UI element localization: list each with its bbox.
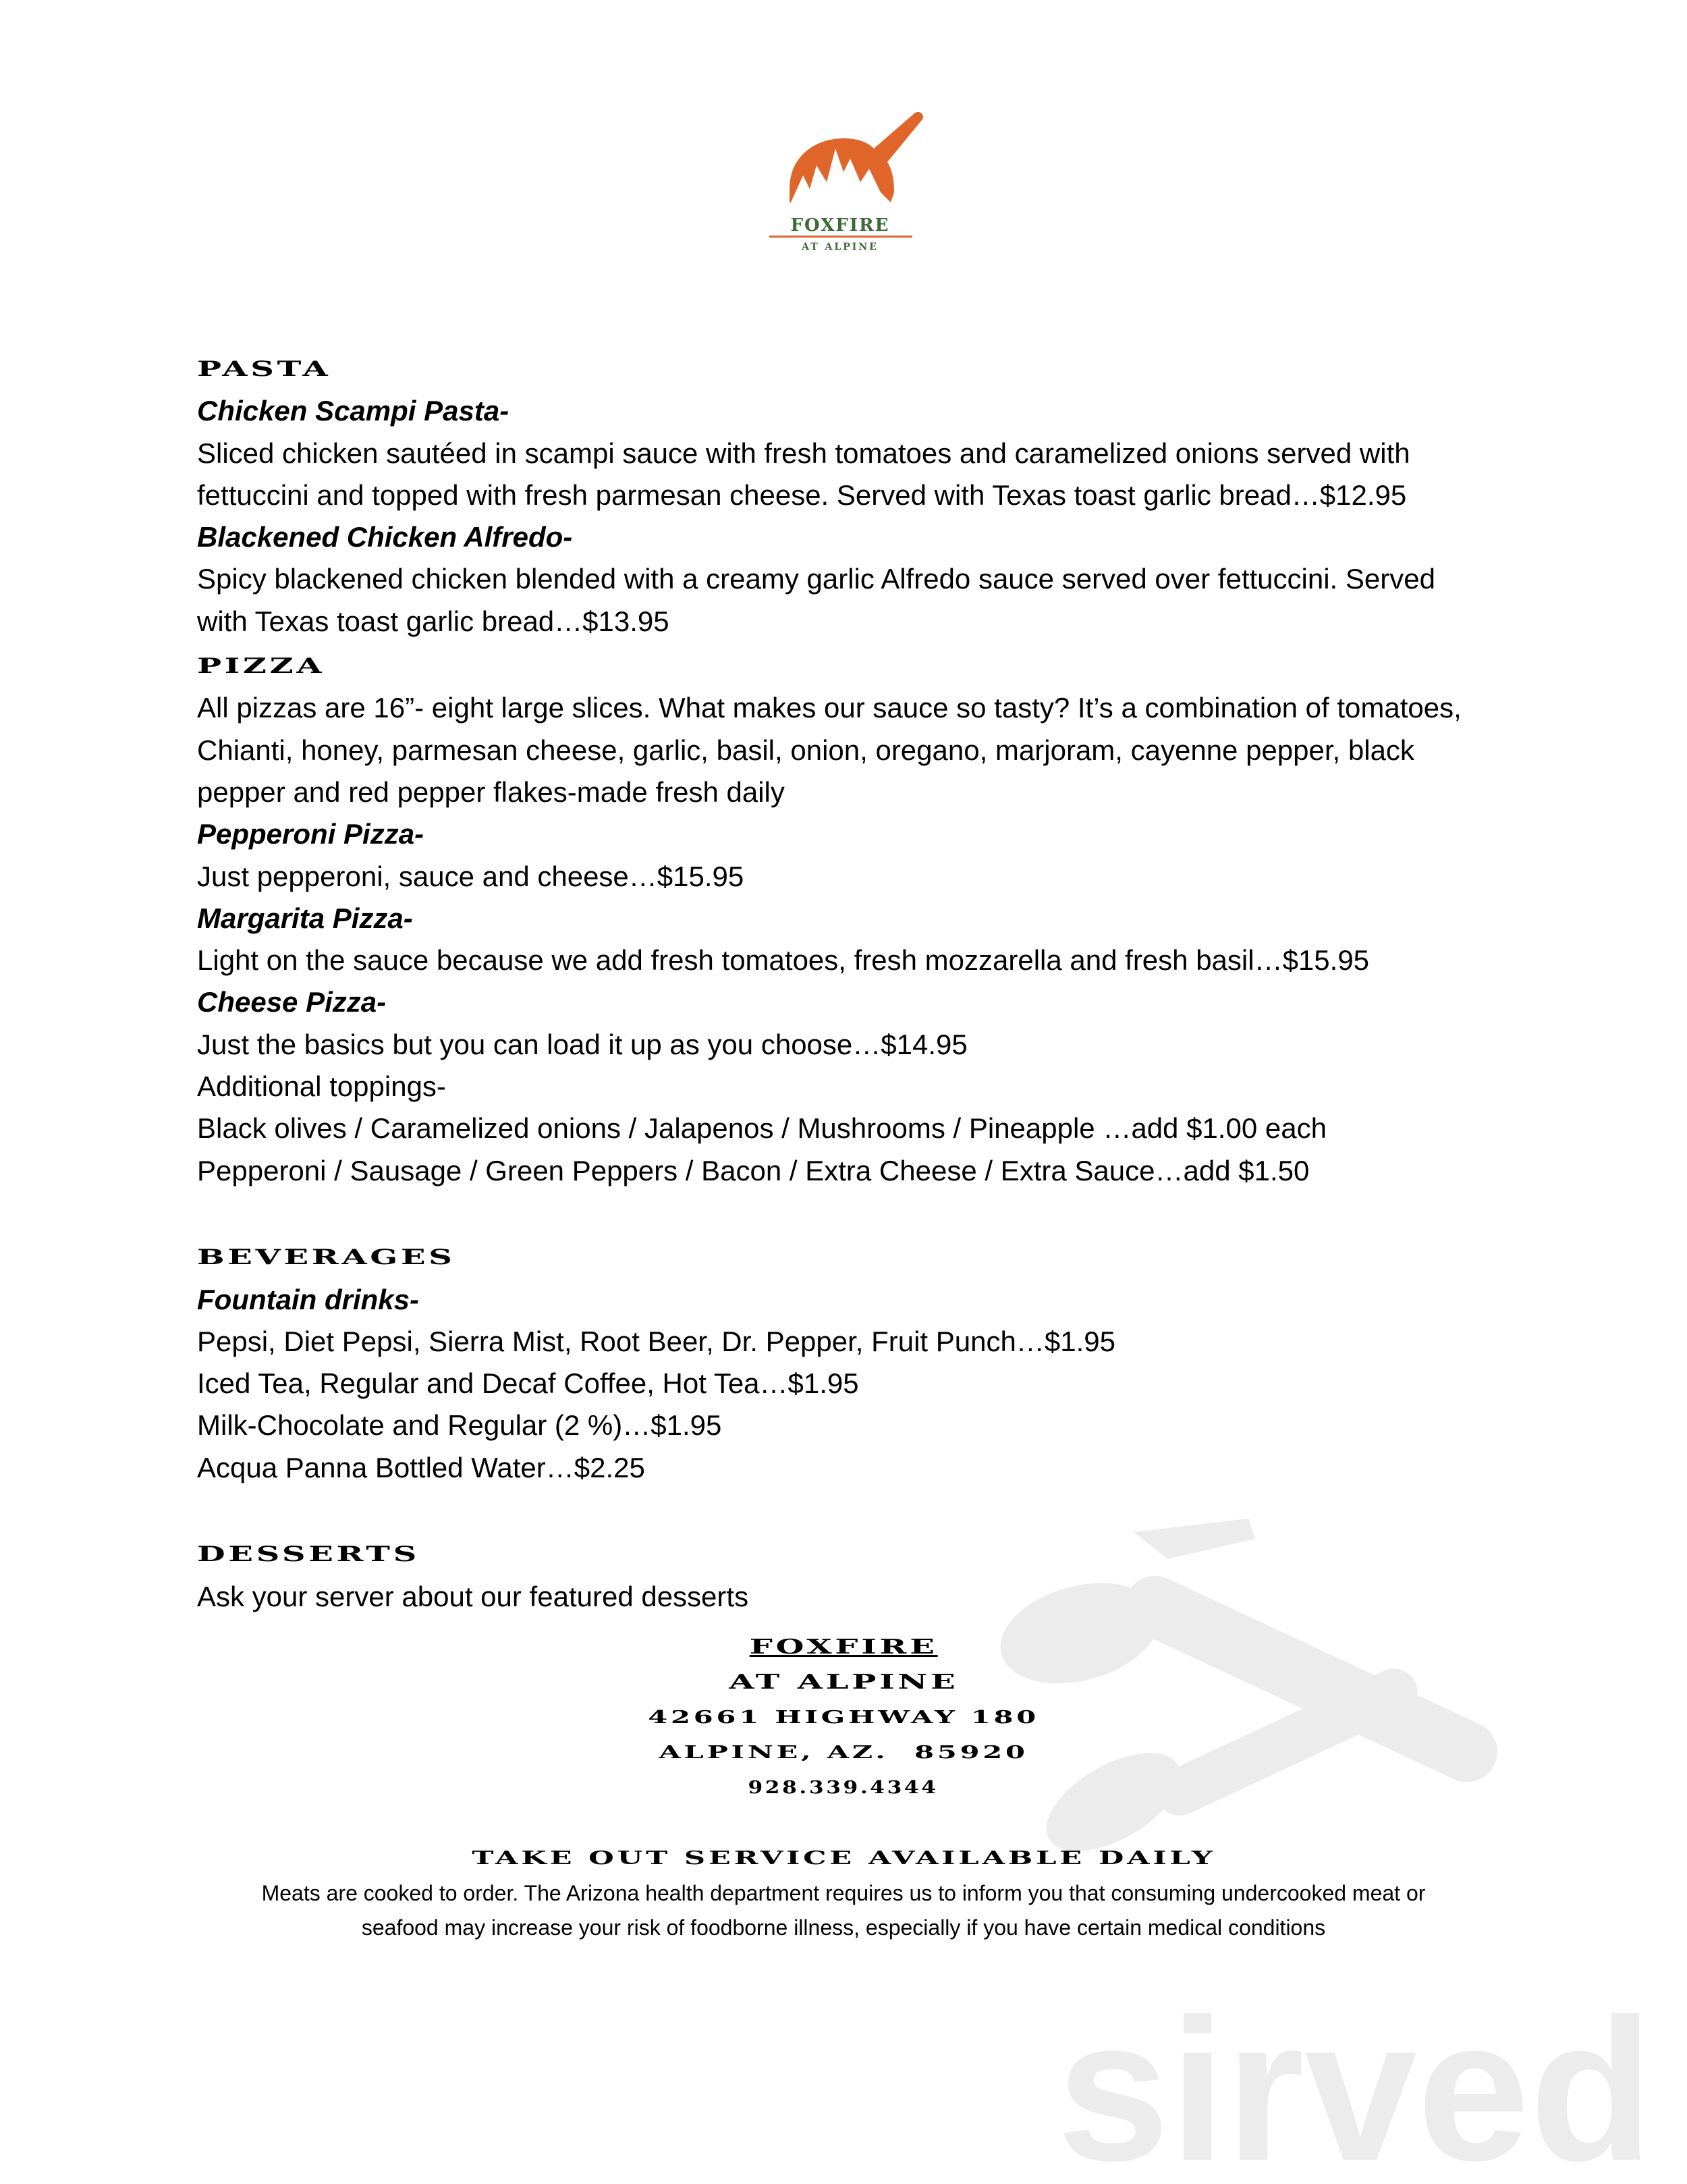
disclaimer-line: seafood may increase your risk of foodborne illness, especially if you have certain medical conditions [361,1915,1326,1940]
menu-body [197,346,1479,1618]
footer-name: FOXFIRE [749,1635,938,1659]
footer-phone: 928.339.4344 [748,1778,939,1798]
menu-item-name: Blackened Chicken Alfredo- [197,521,573,553]
svg-text:AT ALPINE: AT ALPINE [802,242,879,252]
menu-item-name: Chicken Scampi Pasta- [197,395,509,427]
beverage-line: Pepsi, Diet Pepsi, Sierra Mist, Root Beer, Dr. Pepper, Fruit Punch…$1.95 [197,1325,1115,1357]
toppings-label: Additional toppings- [197,1070,446,1103]
beverage-line: Milk-Chocolate and Regular (2 %)…$1.95 [197,1409,722,1442]
footer-address [0,1630,1687,1805]
menu-item-desc: Light on the sauce because we add fresh tomatoes, fresh mozzarella and fresh basil…$15.95 [197,944,1370,977]
menu-item-desc: Just pepperoni, sauce and cheese…$15.95 [197,860,744,892]
toppings-line: Pepperoni / Sausage / Green Peppers / Bacon / Extra Cheese / Extra Sauce…add $1.50 [197,1154,1310,1186]
menu-item-name: Pepperoni Pizza- [197,818,424,850]
footer-sub: AT ALPINE [728,1670,959,1694]
foxfire-logo [749,108,931,263]
menu-item-name: Margarita Pizza- [197,902,413,934]
pizza-intro: All pizzas are 16”- eight large slices. What makes our sauce so tasty? It’s a combination of tomatoes, Chianti, honey, parmesan cheese, garlic, basil, onion, oregano, marjoram, cayenne pepper, black pepper and red pepper flakes-made fresh daily [197,692,1462,808]
menu-item-name: Cheese Pizza- [197,986,387,1018]
section-heading-pizza: PIZZA [197,654,325,679]
section-heading-beverages: BEVERAGES [197,1245,455,1270]
menu-item-desc: Sliced chicken sautéed in scampi sauce with fresh tomatoes and caramelized onions served with fettuccini and topped with fresh parmesan cheese. Served with Texas toast garlic bread…$12.95 [197,437,1410,511]
footer-street: 42661 HIGHWAY 180 [648,1708,1039,1728]
takeout-heading: TAKE OUT SERVICE AVAILABLE DAILY [471,1848,1216,1869]
section-heading-pasta: PASTA [197,357,331,381]
svg-text:FOXFIRE: FOXFIRE [790,215,890,236]
beverage-line: Iced Tea, Regular and Decaf Coffee, Hot Tea…$1.95 [197,1367,859,1400]
takeout-section [0,1841,1687,1945]
beverage-line: Acqua Panna Bottled Water…$2.25 [197,1451,645,1483]
desserts-text: Ask your server about our featured desserts [197,1580,749,1612]
menu-item-desc: Spicy blackened chicken blended with a creamy garlic Alfredo sauce served over fettuccini. Served with Texas toast garlic bread…$13.95 [197,563,1435,637]
svg-text:sirved: sirved [1057,1976,1653,2184]
menu-item-name: Fountain drinks- [197,1283,419,1315]
menu-item-desc: Just the basics but you can load it up as you choose…$14.95 [197,1028,968,1060]
footer-city: ALPINE, AZ. 85920 [659,1743,1028,1763]
toppings-line: Black olives / Caramelized onions / Jalapenos / Mushrooms / Pineapple …add $1.00 each [197,1112,1327,1145]
disclaimer-line: Meats are cooked to order. The Arizona health department requires us to inform you that consuming undercooked meat or [261,1881,1426,1905]
section-heading-desserts: DESSERTS [197,1542,420,1567]
